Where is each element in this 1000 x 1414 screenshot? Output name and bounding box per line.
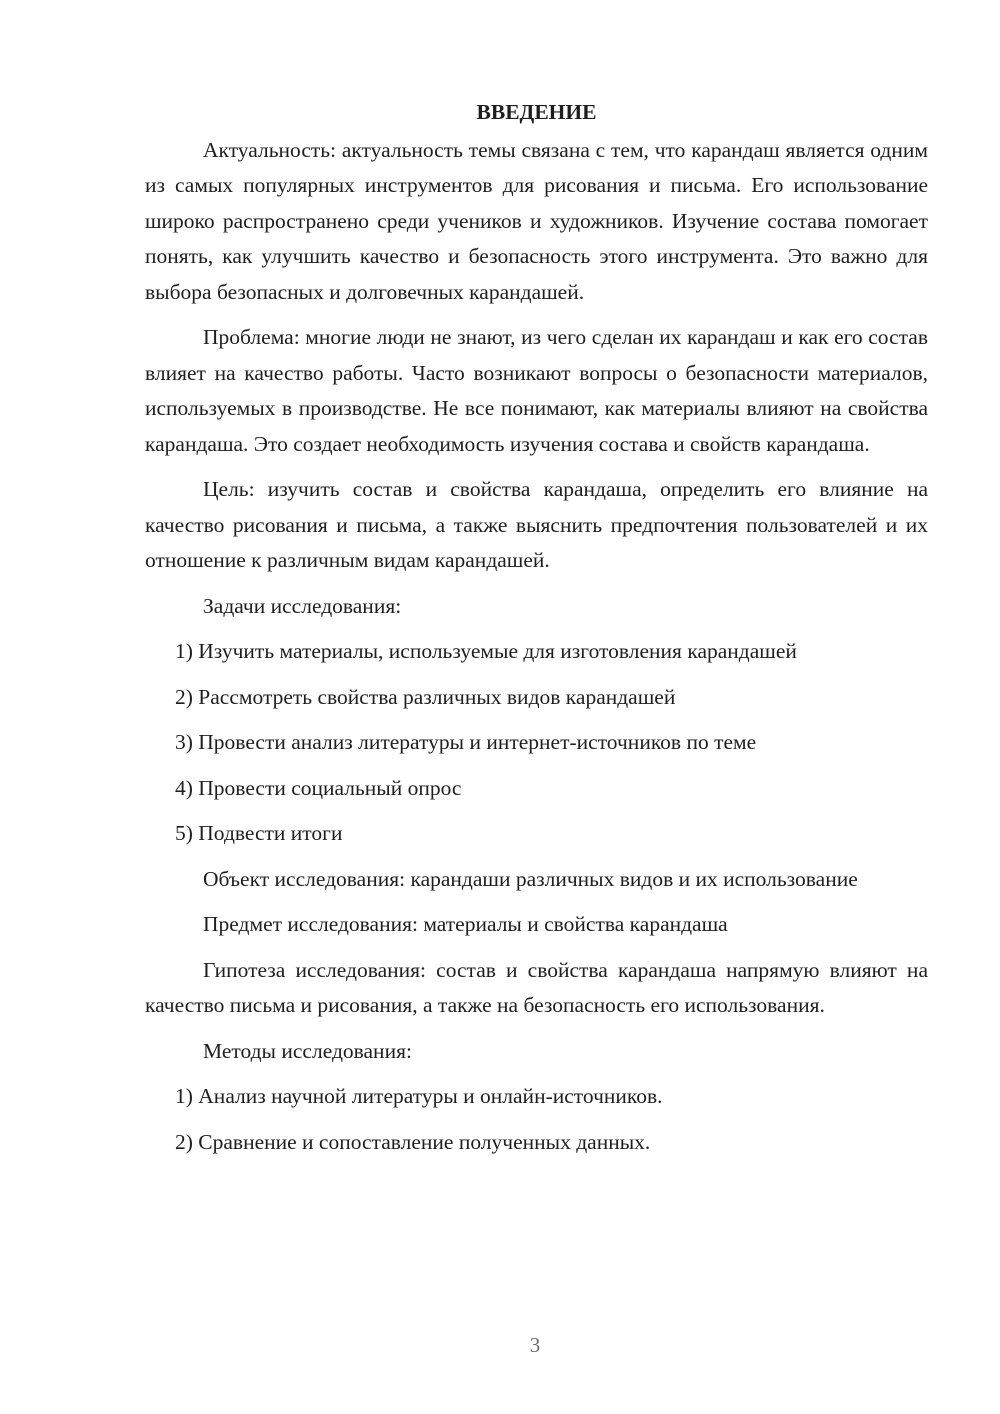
methods-list [145, 1079, 928, 1160]
page-number: 3 [529, 1333, 541, 1357]
tasks-heading: Задачи исследования: [203, 593, 402, 618]
task-item: 5) Подвести итоги [175, 821, 343, 845]
problem-paragraph: Проблема: многие люди не знают, из чего сделан их карандаш и как его состав влияет на качество работы. Часто возникают вопросы о безопасности материалов, используемых в производстве. Не все понимают, как материалы влияют на свойства карандаша. Это создает необходимость изучения состава и свойств карандаша. [145, 325, 928, 456]
subject-paragraph: Предмет исследования: материалы и свойства карандаша [203, 912, 728, 936]
method-item: 2) Сравнение и сопоставление полученных данных. [175, 1129, 651, 1154]
goal-paragraph: Цель: изучить состав и свойства карандаша, определить его влияние на качество рисования и письма, а также выяснить предпочтения пользователей и их отношение к различным видам карандашей. [145, 477, 928, 572]
relevance-paragraph: Актуальность: актуальность темы связана с тем, что карандаш является одним из самых популярных инструментов для рисования и письма. Его использование широко распространено среди учеников и художников. Изучение состава помогает понять, как улучшить качество и безопасность этого инструмента. Это важно для выбора безопасных и долговечных карандашей. [145, 137, 928, 304]
method-item: 1) Анализ научной литературы и онлайн-источников. [175, 1084, 663, 1108]
task-item: 3) Провести анализ литературы и интернет-источников по теме [175, 730, 757, 754]
methods-heading: Методы исследования: [203, 1038, 412, 1063]
hypothesis-paragraph: Гипотеза исследования: состав и свойства карандаша напрямую влияют на качество письма и рисования, а также на безопасность его использования. [145, 957, 928, 1017]
page-content [145, 95, 928, 1170]
task-item: 4) Провести социальный опрос [175, 775, 462, 800]
tasks-list [145, 634, 928, 852]
object-paragraph: Объект исследования: карандаши различных видов и их использование [203, 866, 858, 891]
section-title: ВВЕДЕНИЕ [476, 100, 597, 124]
task-item: 2) Рассмотреть свойства различных видов карандашей [175, 684, 676, 709]
task-item: 1) Изучить материалы, используемые для изготовления карандашей [175, 639, 797, 663]
